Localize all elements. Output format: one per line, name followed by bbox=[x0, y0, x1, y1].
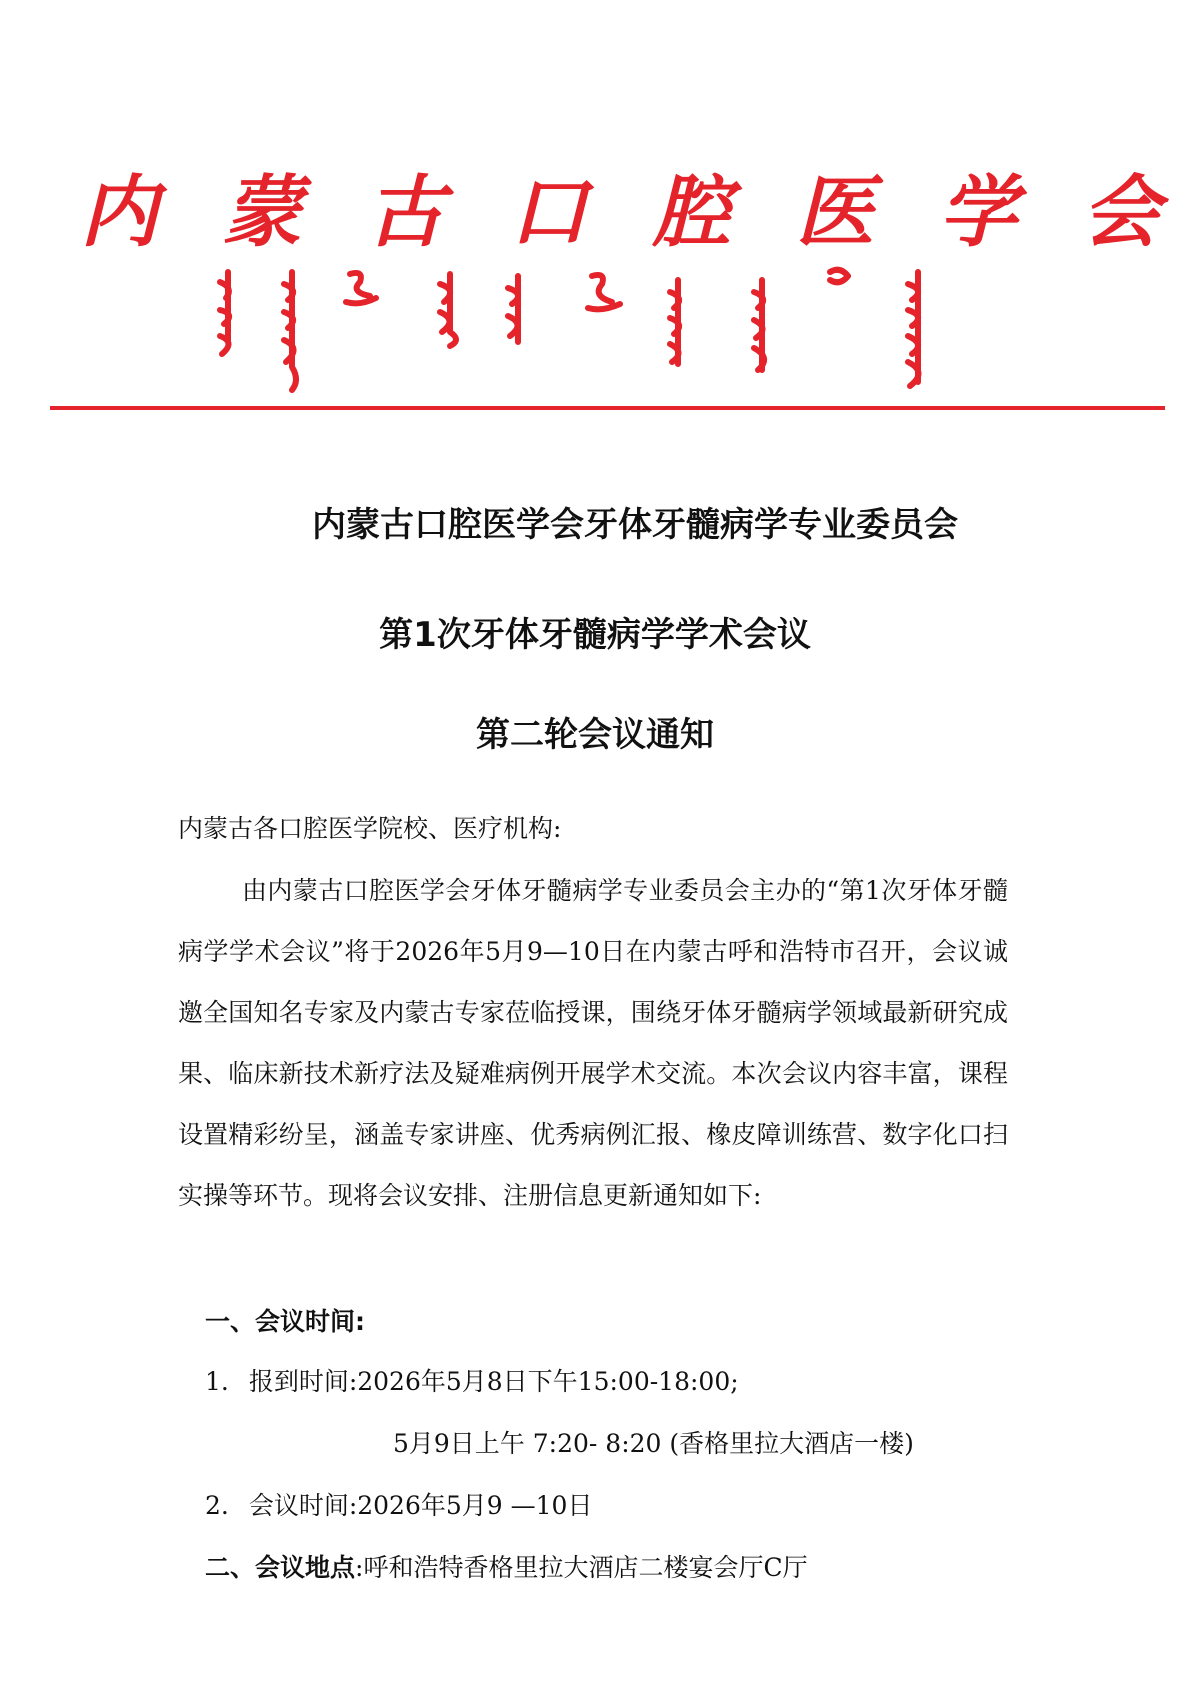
meeting-time-line bbox=[205, 1486, 592, 1526]
org-name-chinese bbox=[80, 165, 1160, 260]
org-char: 口 bbox=[509, 167, 588, 258]
item-number: 2. bbox=[205, 1491, 229, 1520]
registration-label: 报到时间: bbox=[248, 1367, 358, 1396]
registration-time-2: 5月9日上午 7:20- 8:20 (香格里拉大酒店一楼) bbox=[393, 1429, 914, 1458]
org-name-mongolian-script bbox=[200, 262, 1000, 402]
salutation: 内蒙古各口腔医学院校、医疗机构: bbox=[178, 814, 562, 843]
title-conference: 第1次牙体牙髓病学学术会议 bbox=[379, 615, 811, 655]
registration-time: 2026年5月8日下午15:00-18:00; bbox=[357, 1367, 739, 1396]
venue-value: :呼和浩特香格里拉大酒店二楼宴会厅C厅 bbox=[355, 1553, 808, 1582]
letterhead bbox=[0, 0, 1190, 420]
org-char: 古 bbox=[366, 167, 445, 258]
meeting-time-value: 2026年5月9 —10日 bbox=[357, 1491, 593, 1520]
meeting-time-label: 会议时间: bbox=[248, 1491, 358, 1520]
org-char: 内 bbox=[80, 167, 159, 258]
section1-heading: 一、会议时间: bbox=[205, 1307, 365, 1336]
org-char: 蒙 bbox=[223, 167, 302, 258]
org-char: 学 bbox=[938, 167, 1017, 258]
registration-line bbox=[205, 1362, 739, 1402]
org-char: 会 bbox=[1081, 167, 1160, 258]
org-char: 腔 bbox=[652, 167, 731, 258]
item-number: 1. bbox=[205, 1367, 229, 1396]
venue-line bbox=[205, 1548, 808, 1588]
org-char: 医 bbox=[795, 167, 874, 258]
letterhead-divider bbox=[50, 406, 1165, 410]
intro-paragraph: 由内蒙古口腔医学会牙体牙髓病学专业委员会主办的“第1次牙体牙髓病学学术会议”将于2026年5月9—10日在内蒙古呼和浩特市召开，会议诚邀全国知名专家及内蒙古专家莅临授课，围绕牙体牙髓病学领域最新研究成果、临床新技术新疗法及疑难病例开展学术交流。本次会议内容丰富，课程设置精彩纷呈，涵盖专家讲座、优秀病例汇报、橡皮障训练营、数字化口扫实操等环节。现将会议安排、注册信息更新通知如下: bbox=[178, 876, 1008, 1210]
section2-heading: 二、会议地点 bbox=[205, 1553, 356, 1582]
title-notice: 第二轮会议通知 bbox=[476, 715, 714, 755]
title-committee: 内蒙古口腔医学会牙体牙髓病学专业委员会 bbox=[312, 505, 958, 545]
